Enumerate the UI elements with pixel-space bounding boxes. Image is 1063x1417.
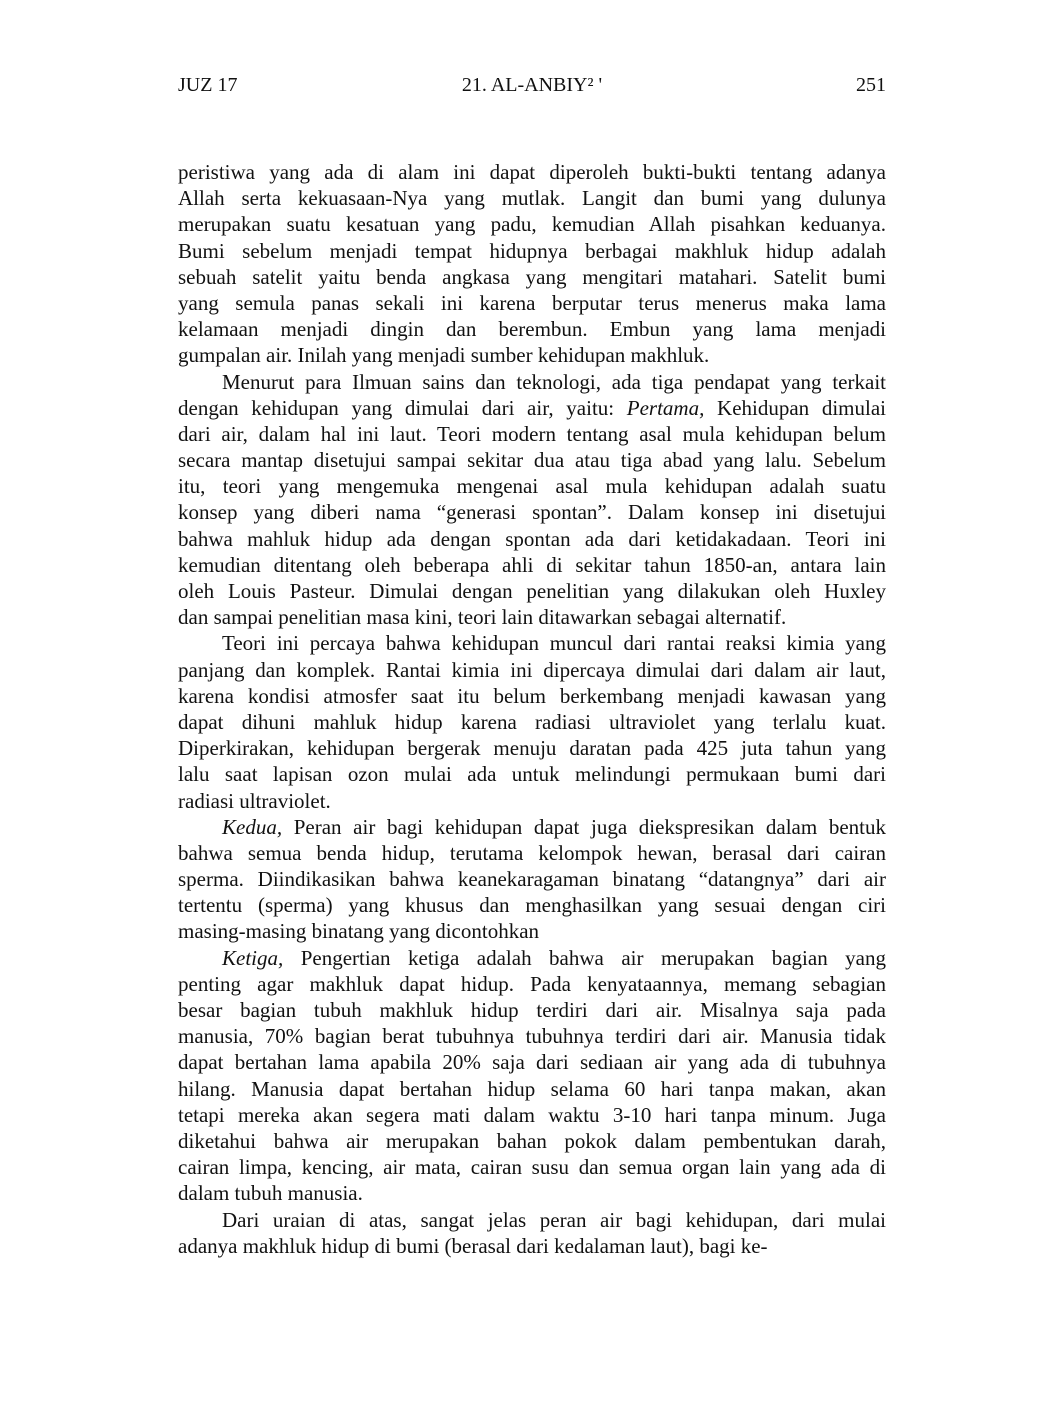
text-line: merupakan suatu kesatuan yang padu, kemudian Allah pisahkan keduanya. (178, 212, 886, 237)
text-line: bahwa semua benda hidup, terutama kelompok hewan, berasal dari cairan (178, 840, 886, 865)
text-line: dapat dihuni mahluk hidup karena radiasi ultraviolet yang terlalu kuat. (178, 709, 886, 734)
text-line: Diperkirakan, kehidupan bergerak menuju daratan pada 425 juta tahun yang (178, 736, 886, 761)
text-line: Ketiga, Pengertian ketiga adalah bahwa air merupakan bagian yang (222, 945, 886, 970)
text-line: bahwa mahluk hidup ada dengan spontan ada dari ketidakadaan. Teori ini (178, 526, 886, 551)
text-line: cairan limpa, kencing, air mata, cairan susu dan semua organ lain yang ada di (178, 1155, 886, 1180)
text-line: Allah serta kekuasaan-Nya yang mutlak. Langit dan bumi yang dulunya (178, 186, 886, 211)
text-line: panjang dan komplek. Rantai kimia ini dipercaya dimulai dari dalam air laut, (178, 657, 886, 682)
text-line: Menurut para Ilmuan sains dan teknologi, ada tiga pendapat yang terkait (222, 369, 886, 394)
text-line: peristiwa yang ada di alam ini dapat diperoleh bukti-bukti tentang adanya (178, 160, 886, 184)
text-line: hilang. Manusia dapat bertahan hidup selama 60 hari tanpa makan, akan (178, 1076, 886, 1101)
text-line: gumpalan air. Inilah yang menjadi sumber kehidupan makhluk. (178, 343, 710, 368)
text-line: sebuah satelit yaitu benda angkasa yang mengitari matahari. Satelit bumi (178, 264, 886, 289)
text-line: oleh Louis Pasteur. Dimulai dengan penelitian yang dilakukan oleh Huxley (178, 579, 886, 603)
text-line: dan sampai penelitian masa kini, teori lain ditawarkan sebagai alternatif. (178, 605, 787, 630)
text-line: tetapi mereka akan segera mati dalam waktu 3-10 hari tanpa minum. Juga (178, 1102, 886, 1127)
paragraph (178, 1207, 886, 1259)
juz-label: JUZ 17 (178, 74, 238, 96)
chapter-title: 21. AL-ANBIY² ' (461, 74, 603, 96)
text-line: diketahui bahwa air merupakan bahan pokok dalam pembentukan darah, (178, 1128, 886, 1153)
text-line: kemudian ditentang oleh beberapa ahli di sekitar tahun 1850-an, antara lain (178, 552, 886, 577)
paragraph (178, 630, 886, 813)
text-line: manusia, 70% bagian berat tubuhnya tubuhnya terdiri dari air. Manusia tidak (178, 1024, 886, 1049)
text-line: lalu saat lapisan ozon mulai ada untuk melindungi permukaan bumi dari (178, 762, 886, 787)
text-line: besar bagian tubuh makhluk hidup terdiri dari air. Misalnya saja pada (178, 998, 886, 1022)
text-line: itu, teori yang mengemuka mengenai asal mula kehidupan adalah suatu (178, 474, 886, 499)
text-line: radiasi ultraviolet. (178, 788, 331, 813)
text-line: Dari uraian di atas, sangat jelas peran air bagi kehidupan, dari mulai (222, 1207, 886, 1232)
text-line: dari air, dalam hal ini laut. Teori modern tentang asal mula kehidupan belum (178, 421, 886, 446)
text-line: tertentu (sperma) yang khusus dan menghasilkan yang sesuai dengan ciri (178, 893, 886, 918)
text-line: Bumi sebelum menjadi tempat hidupnya berbagai makhluk hidup adalah (178, 238, 886, 263)
text-line: yang semula panas sekali ini karena berputar terus menerus maka lama (178, 290, 886, 315)
paragraph (178, 814, 886, 945)
text-line: dapat bertahan lama apabila 20% saja dari sediaan air yang ada di tubuhnya (178, 1050, 886, 1075)
paragraph (178, 945, 886, 1207)
body-text (178, 159, 886, 1259)
text-line: secara mantap disetujui sampai sekitar dua atau tiga abad yang lalu. Sebelum (178, 448, 886, 473)
running-header (178, 74, 886, 102)
text-line: Teori ini percaya bahwa kehidupan muncul dari rantai reaksi kimia yang (222, 631, 886, 656)
text-line: dalam tubuh manusia. (178, 1181, 363, 1206)
text-line: masing-masing binatang yang dicontohkan (178, 919, 540, 944)
text-line: adanya makhluk hidup di bumi (berasal dari kedalaman laut), bagi ke- (178, 1233, 768, 1258)
text-line: kelamaan menjadi dingin dan berembun. Embun yang lama menjadi (178, 317, 886, 342)
page-number: 251 (856, 74, 886, 96)
text-line: karena kondisi atmosfer saat itu belum berkembang menjadi kawasan yang (178, 683, 886, 708)
text-line: sperma. Diindikasikan bahwa keanekaragaman binatang “datangnya” dari air (178, 867, 886, 892)
text-line: penting agar makhluk dapat hidup. Pada kenyataannya, memang sebagian (178, 971, 886, 996)
text-line: Kedua, Peran air bagi kehidupan dapat juga diekspresikan dalam bentuk (222, 814, 886, 839)
text-line: dengan kehidupan yang dimulai dari air, yaitu: Pertama, Kehidupan dimulai (178, 395, 886, 420)
paragraph (178, 159, 886, 369)
text-line: konsep yang diberi nama “generasi spontan”. Dalam konsep ini disetujui (178, 500, 886, 525)
paragraph (178, 369, 886, 631)
